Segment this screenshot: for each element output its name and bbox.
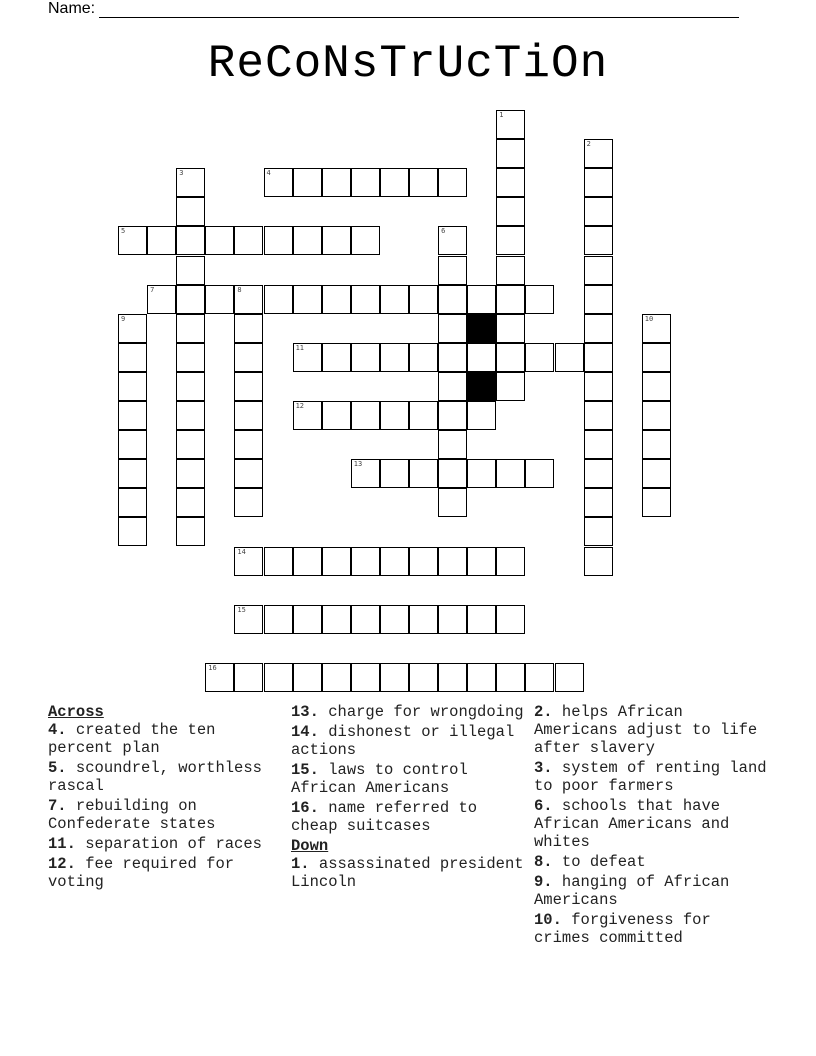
- grid-cell[interactable]: [118, 372, 147, 401]
- grid-cell[interactable]: [525, 343, 554, 372]
- grid-cell[interactable]: [496, 139, 525, 168]
- grid-cell[interactable]: [264, 285, 293, 314]
- grid-cell[interactable]: [642, 459, 671, 488]
- grid-cell[interactable]: [438, 401, 467, 430]
- grid-cell[interactable]: [496, 110, 525, 139]
- grid-cell[interactable]: [525, 663, 554, 692]
- clue-number: 16: [208, 663, 217, 672]
- grid-cell[interactable]: [264, 547, 293, 576]
- grid-cell[interactable]: [322, 226, 351, 255]
- grid-cell[interactable]: [584, 372, 613, 401]
- grid-cell[interactable]: [496, 168, 525, 197]
- grid-cell[interactable]: [467, 547, 496, 576]
- grid-cell[interactable]: [584, 430, 613, 459]
- clue-number: 13: [353, 460, 363, 469]
- clue-across: 4. created the ten percent plan: [48, 721, 216, 757]
- grid-cell[interactable]: [467, 285, 496, 314]
- grid-cell[interactable]: [234, 430, 263, 459]
- grid-cell[interactable]: [380, 401, 409, 430]
- clue-number: 11: [295, 343, 305, 352]
- grid-cell[interactable]: [584, 488, 613, 517]
- grid-cell[interactable]: [118, 401, 147, 430]
- grid-cell[interactable]: [496, 663, 525, 692]
- clue-across: 13. charge for wrongdoing: [291, 703, 524, 721]
- grid-cell[interactable]: [176, 372, 205, 401]
- grid-cell[interactable]: [351, 605, 380, 634]
- grid-cell[interactable]: [467, 663, 496, 692]
- grid-cell[interactable]: [467, 605, 496, 634]
- grid-cell[interactable]: [118, 226, 147, 255]
- grid-cell[interactable]: [351, 401, 380, 430]
- grid-cell[interactable]: [525, 285, 554, 314]
- grid-cell[interactable]: [351, 663, 380, 692]
- grid-cell[interactable]: [584, 401, 613, 430]
- grid-cell[interactable]: [409, 663, 438, 692]
- grid-cell[interactable]: [380, 168, 409, 197]
- grid-cell[interactable]: [234, 459, 263, 488]
- grid-cell[interactable]: [264, 168, 293, 197]
- grid-cell[interactable]: [438, 256, 467, 285]
- grid-cell[interactable]: [234, 547, 263, 576]
- grid-cell[interactable]: [438, 459, 467, 488]
- grid-cell[interactable]: [147, 226, 176, 255]
- grid-cell[interactable]: [409, 401, 438, 430]
- grid-cell[interactable]: [496, 226, 525, 255]
- clue-number: 15: [237, 605, 246, 614]
- grid-cell[interactable]: [584, 285, 613, 314]
- clue-number: 2: [586, 140, 591, 149]
- clue-across: 15. laws to control African Americans: [291, 761, 468, 797]
- clue-across: 12. fee required for voting: [48, 855, 235, 891]
- grid-cell[interactable]: [467, 459, 496, 488]
- grid-cell[interactable]: [176, 314, 205, 343]
- grid-cell[interactable]: [293, 401, 322, 430]
- grid-cell[interactable]: [409, 547, 438, 576]
- clue-number: 7: [150, 285, 155, 294]
- clue-number: 5: [121, 227, 126, 236]
- grid-cell[interactable]: [176, 226, 205, 255]
- grid-cell[interactable]: [555, 663, 584, 692]
- clue-across: 11. separation of races: [48, 835, 262, 853]
- grid-cell[interactable]: [118, 488, 147, 517]
- clue-number: 1: [499, 111, 504, 119]
- grid-cell[interactable]: [584, 197, 613, 226]
- grid-cell[interactable]: [293, 343, 322, 372]
- grid-cell[interactable]: [118, 314, 147, 343]
- grid-cell[interactable]: [409, 168, 438, 197]
- grid-cell[interactable]: [380, 605, 409, 634]
- grid-cell[interactable]: [525, 459, 554, 488]
- grid-cell[interactable]: [351, 547, 380, 576]
- grid-cell[interactable]: [438, 226, 467, 255]
- clue-column-3: [534, 703, 774, 949]
- grid-cell[interactable]: [380, 343, 409, 372]
- grid-cell[interactable]: [438, 663, 467, 692]
- grid-cell[interactable]: [351, 343, 380, 372]
- grid-cell[interactable]: [642, 372, 671, 401]
- grid-cell[interactable]: [642, 343, 671, 372]
- grid-cell[interactable]: [176, 430, 205, 459]
- grid-cell[interactable]: [205, 663, 234, 692]
- grid-cell[interactable]: [351, 459, 380, 488]
- clue-down: 8. to defeat: [534, 853, 646, 871]
- grid-cell[interactable]: [322, 663, 351, 692]
- clue-column-1: [48, 703, 284, 893]
- grid-cell[interactable]: [118, 430, 147, 459]
- grid-cell[interactable]: [496, 314, 525, 343]
- grid-cell[interactable]: [118, 517, 147, 546]
- clue-across: 7. rebuilding on Confederate states: [48, 797, 216, 833]
- grid-cell[interactable]: [176, 168, 205, 197]
- grid-cell[interactable]: [118, 459, 147, 488]
- grid-cell[interactable]: [438, 285, 467, 314]
- grid-cell[interactable]: [234, 314, 263, 343]
- grid-cell[interactable]: [496, 197, 525, 226]
- grid-cell[interactable]: [409, 605, 438, 634]
- grid-cell[interactable]: [176, 517, 205, 546]
- grid-cell[interactable]: [118, 343, 147, 372]
- grid-cell[interactable]: [496, 372, 525, 401]
- grid-cell[interactable]: [293, 168, 322, 197]
- down-header: Down: [291, 837, 329, 855]
- grid-cell[interactable]: [584, 517, 613, 546]
- grid-cell[interactable]: [234, 285, 263, 314]
- grid-cell[interactable]: [642, 430, 671, 459]
- grid-cell[interactable]: [176, 459, 205, 488]
- grid-cell[interactable]: [438, 430, 467, 459]
- grid-cell[interactable]: [234, 343, 263, 372]
- grid-block: [467, 372, 496, 401]
- grid-cell[interactable]: [467, 401, 496, 430]
- grid-cell[interactable]: [438, 605, 467, 634]
- clue-across: 16. name referred to cheap suitcases: [291, 799, 478, 835]
- grid-cell[interactable]: [322, 547, 351, 576]
- grid-cell[interactable]: [176, 197, 205, 226]
- grid-cell[interactable]: [409, 285, 438, 314]
- name-label: Name:: [48, 0, 96, 17]
- grid-cell[interactable]: [351, 168, 380, 197]
- grid-cell[interactable]: [642, 314, 671, 343]
- grid-cell[interactable]: [176, 343, 205, 372]
- grid-cell[interactable]: [322, 285, 351, 314]
- grid-cell[interactable]: [322, 168, 351, 197]
- clue-number: 9: [121, 314, 126, 323]
- grid-block: [467, 314, 496, 343]
- grid-cell[interactable]: [467, 343, 496, 372]
- grid-cell[interactable]: [234, 605, 263, 634]
- grid-cell[interactable]: [584, 343, 613, 372]
- grid-cell[interactable]: [496, 343, 525, 372]
- grid-cell[interactable]: [380, 547, 409, 576]
- clue-number: 4: [266, 169, 271, 178]
- grid-cell[interactable]: [584, 459, 613, 488]
- grid-cell[interactable]: [234, 663, 263, 692]
- grid-cell[interactable]: [438, 547, 467, 576]
- grid-cell[interactable]: [351, 285, 380, 314]
- grid-cell[interactable]: [380, 459, 409, 488]
- grid-cell[interactable]: [584, 226, 613, 255]
- grid-cell[interactable]: [496, 256, 525, 285]
- clue-down: 1. assassinated president Lincoln: [291, 855, 524, 891]
- grid-cell[interactable]: [496, 459, 525, 488]
- grid-cell[interactable]: [176, 256, 205, 285]
- grid-cell[interactable]: [176, 488, 205, 517]
- grid-cell[interactable]: [438, 372, 467, 401]
- grid-cell[interactable]: [234, 488, 263, 517]
- grid-cell[interactable]: [642, 401, 671, 430]
- grid-cell[interactable]: [176, 285, 205, 314]
- grid-cell[interactable]: [438, 314, 467, 343]
- grid-cell[interactable]: [293, 663, 322, 692]
- grid-cell[interactable]: [642, 488, 671, 517]
- grid-cell[interactable]: [205, 226, 234, 255]
- grid-cell[interactable]: [293, 285, 322, 314]
- clue-down: 9. hanging of African Americans: [534, 873, 730, 909]
- clue-number: 12: [295, 402, 305, 410]
- grid-cell[interactable]: [293, 226, 322, 255]
- grid-cell[interactable]: [264, 226, 293, 255]
- grid-cell[interactable]: [438, 168, 467, 197]
- grid-cell[interactable]: [409, 343, 438, 372]
- grid-cell[interactable]: [293, 547, 322, 576]
- clue-number: 6: [441, 227, 446, 236]
- clue-down: 10. forgiveness for crimes committed: [534, 911, 711, 947]
- grid-cell[interactable]: [205, 285, 234, 314]
- grid-cell[interactable]: [380, 663, 409, 692]
- clue-down: 6. schools that have African Americans and whites: [534, 797, 730, 851]
- clue-number: 3: [179, 169, 184, 178]
- grid-cell[interactable]: [584, 314, 613, 343]
- grid-cell[interactable]: [234, 372, 263, 401]
- clue-number: 8: [237, 285, 242, 294]
- clue-column-2: [291, 703, 527, 893]
- clue-number: 10: [644, 314, 654, 323]
- grid-cell[interactable]: [234, 401, 263, 430]
- grid-cell[interactable]: [322, 605, 351, 634]
- grid-cell[interactable]: [293, 605, 322, 634]
- clue-down: 3. system of renting land to poor farmers: [534, 759, 767, 795]
- grid-cell[interactable]: [147, 285, 176, 314]
- clue-number: 14: [237, 547, 246, 556]
- grid-cell[interactable]: [555, 343, 584, 372]
- grid-cell[interactable]: [584, 256, 613, 285]
- grid-cell[interactable]: [264, 663, 293, 692]
- grid-cell[interactable]: [584, 547, 613, 576]
- grid-cell[interactable]: [322, 343, 351, 372]
- grid-cell[interactable]: [264, 605, 293, 634]
- grid-cell[interactable]: [584, 139, 613, 168]
- grid-cell[interactable]: [234, 226, 263, 255]
- grid-cell[interactable]: [438, 488, 467, 517]
- grid-cell[interactable]: [496, 547, 525, 576]
- grid-cell[interactable]: [351, 226, 380, 255]
- clue-down: 2. helps African Americans adjust to life after slavery: [534, 703, 758, 757]
- grid-cell[interactable]: [496, 605, 525, 634]
- grid-cell[interactable]: [496, 285, 525, 314]
- clue-across: 5. scoundrel, worthless rascal: [48, 759, 262, 795]
- across-header: Across: [48, 703, 104, 721]
- page-title: ReCoNsTrUcTiOn: [207, 38, 609, 90]
- grid-cell[interactable]: [438, 343, 467, 372]
- grid-cell[interactable]: [322, 401, 351, 430]
- grid-cell[interactable]: [584, 168, 613, 197]
- grid-cell[interactable]: [176, 401, 205, 430]
- clue-across: 14. dishonest or illegal actions: [291, 723, 515, 759]
- grid-cell[interactable]: [409, 459, 438, 488]
- grid-cell[interactable]: [380, 285, 409, 314]
